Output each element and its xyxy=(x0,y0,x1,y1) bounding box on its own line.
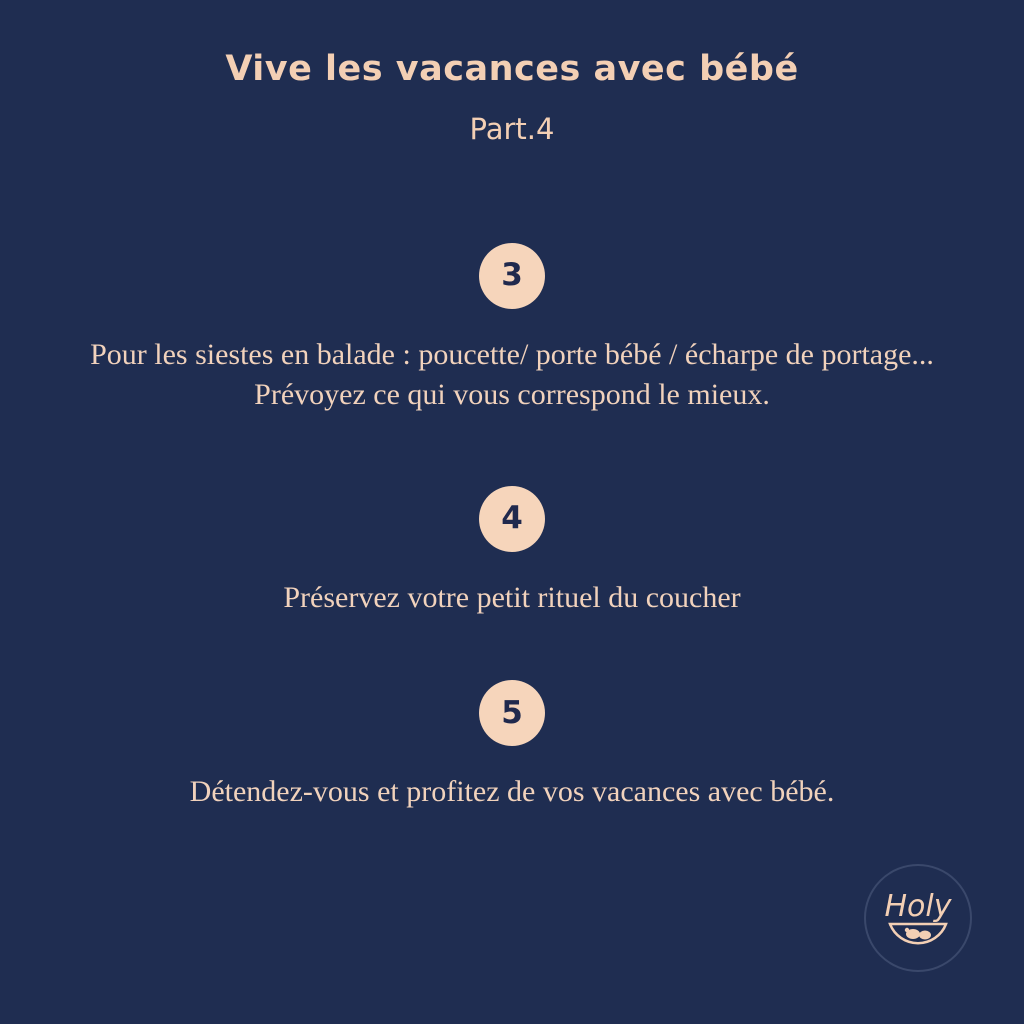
list-item xyxy=(0,243,1024,416)
tip-number-badge: 3 xyxy=(479,243,545,309)
tip-number-badge: 5 xyxy=(479,680,545,746)
tip-text: Détendez-vous et profitez de vos vacances avec bébé. xyxy=(189,775,835,809)
svg-text:Holy: Holy xyxy=(884,889,952,924)
holy-logo-icon xyxy=(864,864,972,972)
tips-list xyxy=(0,243,1024,813)
tip-number-badge: 4 xyxy=(479,486,545,552)
list-item xyxy=(0,486,1024,619)
tip-text: Pour les siestes en balade : poucette/ porte bébé / écharpe de portage... Prévoyez ce qui vous correspond le mieux. xyxy=(90,337,934,412)
page-title: Vive les vacances avec bébé xyxy=(225,49,799,89)
page-subtitle: Part.4 xyxy=(469,112,555,146)
tip-text: Préservez votre petit rituel du coucher xyxy=(283,580,741,614)
list-item xyxy=(0,680,1024,813)
header xyxy=(0,0,1024,147)
